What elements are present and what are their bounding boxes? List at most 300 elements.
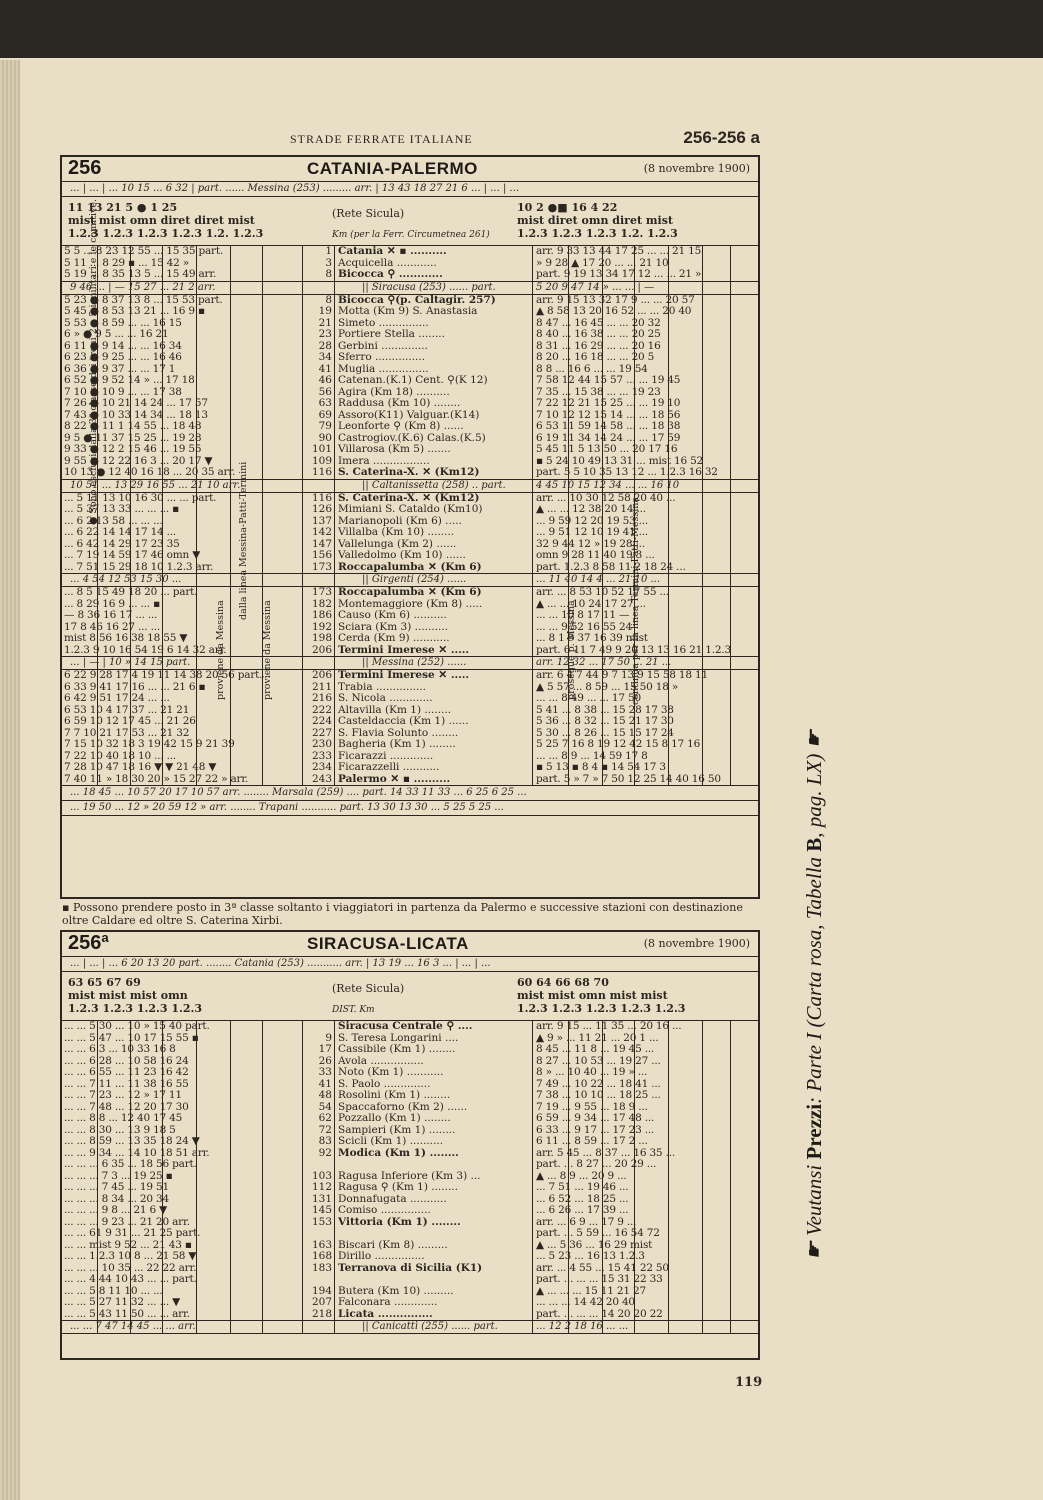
train-types-right: mist mist omn mist mist	[517, 989, 668, 1002]
cell-right-times: ... 9 51 12 10 19 41 ...	[536, 526, 649, 538]
cell-right-times: ▪ 5 13 ▪ 8 4 ▪ 14 54 17 3	[536, 761, 666, 773]
cell-left-times: 6 52 ● 9 52 14 » ... 17 18	[64, 374, 195, 386]
cell-right-times: ... ... 8 49 ... ... 17 50	[536, 692, 641, 704]
cell-km: 227	[311, 726, 332, 739]
divider-left: 9 46 ... | — 15 27 ... 21 2 arr.	[70, 281, 216, 293]
cell-left-times: 5 23 ● 8 37 13 8 ... 15 53 part.	[64, 293, 223, 306]
cell-left-times: 17 8 46 16 27 ... ...	[64, 620, 160, 633]
cell-left-times: ... ... 4 44 10 43 ... ... part.	[64, 1273, 197, 1285]
running-head-title: STRADE FERRATE ITALIANE	[290, 132, 473, 146]
section-title: SIRACUSA-LICATA	[307, 934, 469, 953]
cell-right-times: 8 45 ... 11 8 ... 19 45 ...	[536, 1043, 655, 1055]
timetable-row	[62, 1228, 758, 1240]
divider-right: arr. 12 32 ... 17 50 ... 21 ...	[536, 657, 672, 668]
cell-station: Ficarazzelli ...........	[338, 761, 440, 773]
train-numbers-left	[68, 976, 202, 1015]
timetable-row	[62, 329, 758, 341]
cell-left-times: ... ... 6 3 ... 10 33 16 8	[64, 1043, 176, 1055]
cell-km: 194	[311, 1284, 332, 1297]
cell-left-times: 5 11 ... 8 29 ▪ ... 15 42 »	[64, 256, 190, 269]
cell-km: 41	[318, 362, 332, 375]
cell-left-times: 7 7 10 21 17 53 ... 21 32	[64, 726, 190, 739]
cell-station: Catania ✕ ▪ ..........	[338, 245, 447, 257]
cell-right-times: ... 6 52 ... 18 25 ...	[536, 1192, 629, 1205]
cell-station: Gerbini ..............	[338, 339, 428, 352]
cell-km: 63	[318, 397, 332, 409]
timetable-row	[62, 527, 758, 539]
cell-km: 233	[311, 749, 332, 762]
cell-km: 234	[311, 761, 332, 773]
timetable-row	[62, 762, 758, 774]
cell-right-times: 7 22 12 21 15 25 ... ... 19 10	[536, 397, 681, 409]
cell-km: 1	[325, 245, 332, 257]
cell-km: 156	[311, 549, 332, 561]
cell-km: 48	[318, 1089, 332, 1101]
cell-right-times: omn 9 28 11 40 19 3 ...	[536, 549, 655, 561]
timetable-row	[62, 633, 758, 645]
cell-left-times: ... ... mist 9 52 ... 21 43 ▪	[64, 1238, 192, 1251]
cell-left-times: 5 53 ● 8 59 ... ... 16 15	[64, 316, 182, 329]
timetable-row	[62, 739, 758, 751]
network-name: (Rete Sicula)	[332, 982, 405, 995]
cell-station: Licata ...............	[338, 1307, 433, 1320]
cell-right-times: 5 41 ... 8 38 ... 15 28 17 38	[536, 703, 674, 716]
cell-km: 222	[311, 703, 332, 716]
cell-right-times: 7 58 12 44 15 57 ... ... 19 45	[536, 374, 681, 386]
divider-right: 4 45 10 15 12 34 ... ... 16 10	[536, 479, 680, 491]
train-classes-left: 1.2.3 1.2.3 1.2.3 1.2.3 1.2. 1.2.3	[68, 227, 264, 240]
cell-station: Bicocca ⚲ ............	[338, 268, 443, 280]
cell-left-times: ... ... 6 28 ... 10 58 16 24	[64, 1054, 189, 1067]
cell-right-times: 5 25 7 16 8 19 12 42 15 8 17 16	[536, 738, 701, 750]
cell-left-times: ... ... 5 27 11 32 ... ... ▼	[64, 1296, 180, 1308]
cell-km: 173	[311, 586, 332, 598]
cell-left-times: 9 5 ● 11 37 15 25 ... 19 28	[64, 431, 202, 444]
timetable-row	[62, 562, 758, 574]
cell-station: Simeto ...............	[338, 316, 429, 329]
cell-left-times: 9 33 ● 12 2 15 46 ... 19 55	[64, 443, 202, 455]
cell-right-times: arr. ... 6 9 ... 17 9 ...	[536, 1215, 637, 1228]
cell-station: Comiso ...............	[338, 1204, 431, 1216]
cell-km: 173	[311, 560, 332, 573]
timetable-row	[62, 269, 758, 281]
cell-station: Palermo ✕ ▪ ..........	[338, 772, 451, 785]
cell-right-times: » 9 28 ▲ 17 20 ... ... 21 10	[536, 256, 669, 269]
timetable-row	[62, 1067, 758, 1079]
cell-km: 198	[311, 632, 332, 644]
cell-right-times: part. 5 » 7 » 7 50 12 25 14 40 16 50	[536, 772, 721, 785]
cell-km: 17	[318, 1043, 332, 1055]
cell-right-times: arr. 5 45 ... 8 37 ... 16 35 ...	[536, 1146, 675, 1159]
cell-station: Leonforte ⚲ (Km 8) ......	[338, 420, 464, 432]
train-classes-right: 1.2.3 1.2.3 1.2.3 1.2.3 1.2.3	[517, 1002, 686, 1015]
timetable-row	[62, 398, 758, 410]
cell-right-times: part. ... ... ... 15 31 22 33	[536, 1273, 663, 1285]
connection-divider	[62, 656, 758, 670]
cell-km: 206	[311, 643, 332, 656]
cell-left-times: 6 42 9 51 17 24 ... ...	[64, 692, 170, 704]
cell-km: 21	[318, 316, 332, 329]
cell-km: 103	[311, 1169, 332, 1182]
cell-right-times: 7 38 ... 10 10 ... 18 25 ...	[536, 1089, 661, 1101]
cell-station: Noto (Km 1) ...........	[338, 1066, 444, 1078]
cell-right-times: arr. ... 8 53 10 52 17 55 ...	[536, 586, 669, 598]
cell-left-times: 6 11 ● 9 14 ... ... 16 34	[64, 339, 182, 352]
cell-station: Bicocca ⚲(p. Caltagir. 257)	[338, 293, 496, 306]
cell-km: 69	[318, 408, 332, 421]
cell-left-times: 10 13 ● 12 40 16 18 ... 20 35 arr.	[64, 466, 236, 478]
cell-left-times: ... ... ... 7 3 ... 19 25 ▪	[64, 1169, 173, 1182]
cell-right-times: part. ... 5 59 ... 16 54 72	[536, 1227, 660, 1239]
cell-left-times: ... ... ... 10 35 ... 22 22 arr.	[64, 1261, 197, 1274]
cell-right-times: ▲ 8 58 13 20 16 52 ... ... 20 40	[536, 305, 692, 317]
cell-right-times: 6 33 ... 9 17 ... 17 23 ...	[536, 1123, 655, 1136]
cell-km: 28	[318, 339, 332, 352]
vertical-note-mid-3: proviene da Messina	[262, 600, 273, 700]
cell-left-times: mist 8 56 16 38 18 55 ▼	[64, 632, 188, 644]
cell-station: S. Caterina-X. ✕ (Km12)	[338, 491, 480, 504]
timetable-row	[62, 610, 758, 622]
side-note-c: : Parte I (Carta rosa, Tabella	[802, 856, 826, 1104]
side-note-d: B	[802, 837, 826, 852]
timetable-row	[62, 1309, 758, 1321]
cell-station: Casteldaccia (Km 1) ......	[338, 715, 469, 727]
cell-station: S. Nicola .............	[338, 692, 433, 704]
cell-station: Cerda (Km 9) ...........	[338, 632, 450, 644]
timetable-row	[62, 467, 758, 479]
network-label	[332, 207, 490, 240]
cell-right-times: part. 5 5 10 35 13 12 ... 1.2.3 16 32	[536, 466, 718, 478]
cell-station: Termini Imerese ✕ .....	[338, 669, 470, 681]
timetable-row	[62, 1182, 758, 1194]
timetable-row	[62, 1297, 758, 1309]
cell-right-times: part. 9 19 13 34 17 12 ... ... 21 »	[536, 268, 702, 280]
cell-station: Acquicella ............	[338, 256, 437, 269]
cell-left-times: ... ... 6 55 ... 11 23 16 42	[64, 1066, 189, 1078]
timetable-row	[62, 1205, 758, 1217]
cell-km: 109	[311, 454, 332, 467]
cell-km: 211	[311, 680, 332, 693]
cell-right-times: ▲ ... ... 10 24 17 27 ...	[536, 597, 646, 610]
timetable-row	[62, 352, 758, 364]
section-header	[62, 157, 758, 182]
cell-left-times: 6 33 9 41 17 16 ... ... 21 6 ▪	[64, 680, 206, 693]
cell-km: 168	[311, 1250, 332, 1262]
cell-left-times: 5 5 ... 8 23 12 55 ... 15 35 part.	[64, 245, 224, 257]
cell-right-times: ... 7 51 ... 19 46 ...	[536, 1181, 629, 1193]
connection-row-bottom-1: ... 18 45 ... 10 57 20 17 10 57 arr. ........ Marsala (259) .... part. 14 33 11 33 ... 6 25 6 25 ...	[62, 785, 758, 801]
cell-km: 192	[311, 620, 332, 633]
timetable-row	[62, 246, 758, 258]
timetable-row	[62, 1044, 758, 1056]
cell-km: 137	[311, 514, 332, 527]
divider-left: ... | — | 10 » 14 15 part.	[70, 657, 191, 668]
cell-station: S. Flavia Solunto ........	[338, 726, 459, 739]
train-ids-left: 63 65 67 69	[68, 976, 141, 989]
side-note-text	[802, 380, 827, 1260]
cell-station: Raddusa (Km 10) ........	[338, 397, 461, 409]
cell-km: 186	[311, 609, 332, 621]
cell-station: Villalba (Km 10) ........	[338, 526, 455, 538]
cell-station: Castrogiov.(K.6) Calas.(K.5)	[338, 431, 486, 444]
cell-right-times: ... 6 26 ... 17 39 ...	[536, 1204, 629, 1216]
cell-left-times: ... ... 8 8 ... 12 40 17 45	[64, 1112, 183, 1124]
cell-left-times: ... ... 7 11 ... 11 38 16 55	[64, 1077, 189, 1090]
cell-right-times: 6 19 11 34 14 24 ... ... 17 59	[536, 431, 681, 444]
cell-km: 116	[311, 466, 332, 478]
cell-station: Modica (Km 1) ........	[338, 1146, 459, 1159]
side-note-e: , pag. LX) ☛	[802, 729, 826, 838]
cell-right-times: ▪ 5 24 10 49 13 31 ... mist 16 52	[536, 454, 704, 467]
cell-left-times: 1.2.3 9 10 16 54 19 6 14 32 arr.	[64, 643, 227, 656]
cell-station: Rosolini (Km 1) ........	[338, 1089, 451, 1101]
cell-right-times: 5 36 ... 8 32 ... 15 21 17 30	[536, 715, 674, 727]
divider-station: || Caltanissetta (258) .. part.	[362, 479, 506, 491]
cell-left-times: ... ... 9 34 ... 14 10 18 51 arr.	[64, 1146, 210, 1159]
cell-km: 183	[311, 1261, 332, 1274]
cell-km: 90	[318, 431, 332, 444]
cell-km: 126	[311, 503, 332, 515]
timetable-frame	[60, 155, 760, 1360]
cell-right-times: 7 35 ... 15 38 ... ... 19 23	[536, 385, 661, 398]
footnote-256: ▪ Possono prendere posto in 3ª classe soltanto i viaggiatori in partenza da Palermo e successive stazioni con destinazione oltre Caldare ed oltre S. Caterina Xirbi.	[62, 901, 743, 927]
cell-right-times: arr. 9 15 ... 11 35 ... 20 16 ...	[536, 1020, 682, 1032]
cell-station: Dirillo ...............	[338, 1250, 425, 1262]
cell-right-times: 8 40 ... 16 38 ... ... 20 25	[536, 328, 661, 340]
cell-km: 116	[311, 491, 332, 504]
cell-right-times: 7 10 12 12 15 14 ... ... 18 56	[536, 408, 681, 421]
cell-right-times: ... 9 59 12 20 19 53 ...	[536, 514, 649, 527]
cell-left-times: ... ... 5 8 11 10 ... ...	[64, 1284, 163, 1297]
vertical-note-mid: dalla linea Messina-Patti-Termini	[238, 461, 249, 620]
km-note: Km (per la Ferr. Circumetnea 261)	[332, 230, 490, 240]
cell-station: Falconara .............	[338, 1296, 438, 1308]
connection-row: ... | ... | ... 6 20 13 20 part. ........ Catania (253) ........... arr. | 13 19 ... 16 3 ... | ... | ...	[62, 957, 758, 972]
cell-station: Avola ................	[338, 1054, 424, 1067]
vertical-note-mid-2: proviene da Messina	[215, 600, 226, 700]
cell-station: Muglia ...............	[338, 362, 429, 375]
cell-left-times: 7 40 11 » 18 30 20 » 15 27 22 » arr.	[64, 772, 249, 785]
cell-station: Sferro ...............	[338, 351, 426, 363]
cell-km: 8	[325, 293, 332, 306]
connection-divider	[62, 1320, 758, 1334]
timetable-row	[62, 1251, 758, 1263]
divider-station: || Girgenti (254) ......	[362, 574, 467, 585]
divider-station: || Siracusa (253) ...... part.	[362, 281, 496, 293]
cell-km: 19	[318, 305, 332, 317]
cell-km: 216	[311, 692, 332, 704]
cell-right-times: ▲ 9 » ... 11 21 ... 20 1 ...	[536, 1031, 659, 1044]
cell-left-times: 5 19 ... 8 35 13 5 ... 15 49 arr.	[64, 268, 217, 280]
section-number: 256	[68, 157, 102, 179]
divider-station: || Messina (252) ......	[362, 657, 467, 668]
cell-left-times: ... ... ... 9 8 ... 21 6 ▼	[64, 1204, 168, 1216]
cell-left-times: ... ... ... 8 34 ... 20 34	[64, 1192, 169, 1205]
cell-station: Termini Imerese ✕ .....	[338, 643, 470, 656]
cell-right-times: part. 6 11 7 49 9 20 13 13 16 21 1.2.3	[536, 643, 731, 656]
cell-right-times: ▲ ... ... ... 15 11 21 27	[536, 1284, 646, 1297]
cell-right-times: ▲ 5 57 ... 8 59 ... 15 50 18 »	[536, 680, 679, 693]
cell-right-times: part. 1.2.3 8 58 11 2 18 24 ...	[536, 560, 686, 573]
cell-left-times: ... ... 5 43 11 50 ... ... arr.	[64, 1307, 190, 1320]
divider-left: 10 51 ... 13 29 16 55 ... 21 10 arr.	[70, 479, 241, 491]
cell-station: Bagheria (Km 1) ........	[338, 738, 456, 750]
cell-right-times: 7 19 ... 9 55 ... 18 9 ...	[536, 1100, 648, 1113]
timetable-row	[62, 504, 758, 516]
cell-right-times: ... 5 23 ... 16 13 1.2.3	[536, 1250, 645, 1262]
timetable-row	[62, 1021, 758, 1033]
cell-right-times: 8 8 ... 16 6 ... ... 19 54	[536, 362, 648, 375]
cell-right-times: ... ... 8 9 ... 14 59 17 8	[536, 749, 648, 762]
cell-right-times: arr. ... 10 30 12 58 20 40 ...	[536, 491, 676, 504]
cell-right-times: ▲ ... 5 36 ... 16 29 mist	[536, 1238, 653, 1251]
cell-right-times: arr. 9 15 13 32 17 9 ... ... 20 57	[536, 293, 695, 306]
divider-left: ... ... 7 47 14 45 ... ... arr.	[70, 1321, 196, 1332]
cell-left-times: ... ... 5 47 ... 10 17 15 55 ▪	[64, 1031, 199, 1044]
cell-right-times: part. ... 8 27 ... 20 29 ...	[536, 1158, 657, 1170]
cell-station: Vallelunga (Km 2) ......	[338, 537, 457, 550]
cell-left-times: ... 5 11 13 10 16 30 ... ... part.	[64, 491, 217, 504]
cell-km: 163	[311, 1238, 332, 1251]
cell-station: Valledolmo (Km 10) ......	[338, 549, 466, 561]
cell-left-times: ... ... 8 30 ... 13 9 18 5	[64, 1123, 176, 1136]
timetable-row	[62, 550, 758, 562]
cell-left-times: 6 53 10 4 17 37 ... 21 21	[64, 703, 190, 716]
connection-row: ... | ... | ... 10 15 ... 6 32 | part. ...... Messina (253) ......... arr. | 13 43 18 27 21 6 ... | ... | ...	[62, 182, 758, 197]
cell-left-times: 7 10 ● 10 9 ... ... 17 38	[64, 385, 182, 398]
cell-station: Ragusa Inferiore (Km 3) ...	[338, 1169, 481, 1182]
cell-km: 79	[318, 420, 332, 432]
cell-left-times: ... ... 7 48 ... 12 20 17 30	[64, 1100, 189, 1113]
cell-km: 3	[325, 256, 332, 269]
timetable-row	[62, 1159, 758, 1171]
cell-station: Mimiani S. Cataldo (Km10)	[338, 503, 483, 515]
train-numbers-right	[517, 976, 685, 1015]
side-margin-note	[770, 380, 840, 1280]
cell-km: 206	[311, 669, 332, 681]
cell-left-times: 7 15 10 32 18 3 19 42 15 9 21 39	[64, 738, 235, 750]
cell-station: Montemaggiore (Km 8) .....	[338, 597, 483, 610]
cell-right-times: 8 31 ... 16 29 ... ... 20 16	[536, 339, 661, 352]
cell-left-times: ... 7 51 15 29 18 10 1.2.3 arr.	[64, 560, 214, 573]
cell-left-times: 7 28 10 47 18 16 ▼ ▼ 21 48 ▼	[64, 761, 217, 773]
cell-km: 54	[318, 1100, 332, 1113]
timetable-row	[62, 421, 758, 433]
cell-km: 131	[311, 1192, 332, 1205]
section-header	[62, 932, 758, 957]
cell-km: 243	[311, 772, 332, 785]
cell-left-times: 9 55 ● 12 22 16 3 ... 20 17 ▼	[64, 454, 213, 467]
cell-left-times: 7 22 10 40 18 10 ... ...	[64, 749, 177, 762]
train-header	[62, 197, 758, 246]
cell-station: Roccapalumba ✕ (Km 6)	[338, 586, 482, 598]
cell-station: Donnafugata ...........	[338, 1192, 447, 1205]
cell-km: 83	[318, 1135, 332, 1147]
vertical-note-right-2: continua per la linea Termini-Patti-Messina	[630, 496, 641, 705]
cell-station: Biscari (Km 8) .........	[338, 1238, 448, 1251]
network-label	[332, 982, 404, 1015]
train-types-left: mist mist omn diret diret mist	[68, 214, 255, 227]
section-256a	[60, 930, 760, 1360]
train-header	[62, 972, 758, 1021]
cell-station: S. Teresa Longarini ....	[338, 1031, 459, 1044]
train-numbers-right	[517, 201, 678, 240]
cell-right-times: 6 59 ... 9 34 ... 17 48 ...	[536, 1112, 655, 1124]
cell-km: 101	[311, 443, 332, 455]
cell-left-times: ... ... 5 30 ... 10 » 15 40 part.	[64, 1020, 210, 1032]
cell-right-times: 8 20 ... 16 18 ... ... 20 5	[536, 351, 655, 363]
cell-right-times: 8 » ... 10 40 ... 19 » ...	[536, 1066, 648, 1078]
network-name: (Rete Sicula)	[332, 207, 405, 220]
train-ids-right: 10 2 ●■ 16 4 22	[517, 201, 618, 214]
cell-right-times: 6 53 11 59 14 58 ... ... 18 38	[536, 420, 681, 432]
cell-left-times: ... 7 19 14 59 17 46 omn ▼	[64, 549, 201, 561]
cell-left-times: 6 » ● 9 5 ... ... 16 21	[64, 328, 169, 340]
cell-station: Sciara (Km 3) ..........	[338, 620, 449, 633]
cell-station: S. Caterina-X. ✕ (Km12)	[338, 466, 480, 478]
cell-station: S. Paolo ..............	[338, 1077, 431, 1090]
cell-station: Cassibile (Km 1) ........	[338, 1043, 456, 1055]
cell-left-times: 8 22 ● 11 1 14 55 ... 18 48	[64, 420, 202, 432]
train-ids-left: 11 13 21 5 ● 1 25	[68, 201, 178, 214]
cell-left-times: ... ... ... 6 35 ... 18 56 part.	[64, 1158, 197, 1170]
cell-km: 62	[318, 1112, 332, 1124]
divider-station: || Canicattì (255) ...... part.	[362, 1321, 498, 1332]
connection-divider	[62, 479, 758, 493]
timetable-row	[62, 587, 758, 599]
timetable-row	[62, 306, 758, 318]
cell-station: Vittoria (Km 1) ........	[338, 1215, 461, 1228]
cell-right-times: 5 30 ... 8 26 ... 15 15 17 24	[536, 726, 674, 739]
cell-right-times: 7 49 ... 10 22 ... 18 41 ...	[536, 1077, 661, 1090]
running-head	[60, 130, 760, 150]
cell-station: Scicli (Km 1) ..........	[338, 1135, 444, 1147]
section-number: 256ª	[68, 932, 109, 954]
cell-station: Ragusa ⚲ (Km 1) ........	[338, 1181, 458, 1193]
train-types-right: mist diret omn diret mist	[517, 214, 673, 227]
cell-km: 153	[311, 1215, 332, 1228]
divider-right: 5 20 9 47 14 » ... ... | —	[536, 281, 655, 293]
cell-station: Imera .................	[338, 454, 430, 467]
connection-row-bottom-2: ... 19 50 ... 12 » 20 59 12 » arr. ........ Trapani ........... part. 13 30 13 30 ... 5 25 5 25 ...	[62, 801, 758, 816]
cell-km: 112	[311, 1181, 332, 1193]
cell-left-times: ... 8 29 16 9 ... ... ▪	[64, 597, 161, 610]
timetable-row	[62, 1274, 758, 1286]
cell-station: Assoro(K11) Valguar.(K14)	[338, 408, 480, 421]
timetable-row	[62, 1090, 758, 1102]
timetable-row	[62, 774, 758, 786]
cell-station: Siracusa Centrale ⚲ ....	[338, 1020, 473, 1032]
timetable-row	[62, 1113, 758, 1125]
timetable-row	[62, 716, 758, 728]
section-title: CATANIA-PALERMO	[307, 159, 478, 178]
cell-left-times: 5 45 ● 8 53 13 21 ... 16 9 ▪	[64, 305, 205, 317]
cell-right-times: 5 45 11 5 13 50 ... 20 17 16	[536, 443, 678, 455]
cell-right-times: arr. 9 33 13 44 17 25 ... ... 21 15	[536, 245, 702, 257]
cell-km: 41	[318, 1077, 332, 1090]
cell-left-times: ... ... 1.2.3 10 8 ... 21 58 ▼	[64, 1250, 197, 1262]
cell-right-times: 8 27 ... 10 53 ... 19 27 ...	[536, 1054, 661, 1067]
cell-station: Roccapalumba ✕ (Km 6)	[338, 560, 482, 573]
timetable-row	[62, 375, 758, 387]
train-classes-right: 1.2.3 1.2.3 1.2.3 1.2. 1.2.3	[517, 227, 678, 240]
cell-station: Motta (Km 9) S. Anastasia	[338, 305, 478, 317]
cell-station: Sampieri (Km 1) ........	[338, 1123, 456, 1136]
section-date: (8 novembre 1900)	[643, 162, 750, 175]
side-note-b: Prezzi	[802, 1103, 826, 1160]
cell-left-times: ... ... 7 23 ... 12 » 17 11	[64, 1089, 182, 1101]
cell-station: Portiere Stella ........	[338, 328, 445, 340]
